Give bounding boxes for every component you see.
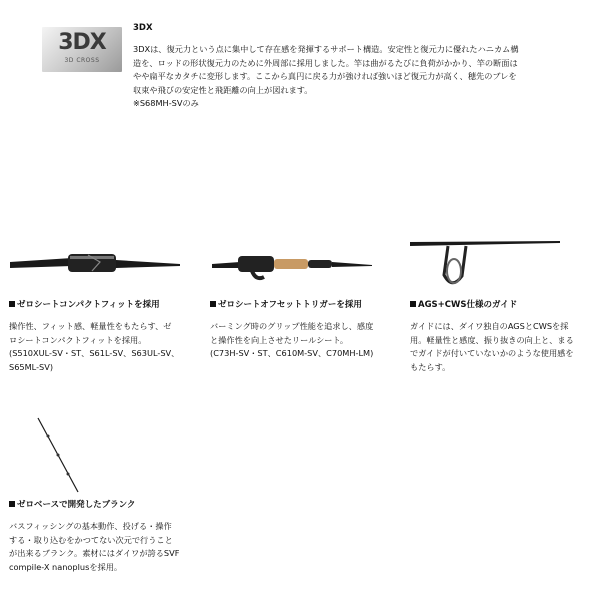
feature-body <box>9 320 179 374</box>
feature-title <box>9 298 179 310</box>
feature-line: バーミング時のグリップ性能を追求し、感度 <box>210 321 374 331</box>
feature-line: ガイドには、ダイワ独自のAGSとCWSを採 <box>410 321 569 331</box>
feature-line: S65ML-SV) <box>9 361 54 372</box>
intro-heading: 3DX <box>133 23 153 33</box>
feature-title <box>410 298 574 310</box>
logo-sub-text: 3D CROSS <box>64 57 100 64</box>
feature-line: ロシートコンパクトフィットを採用。 <box>9 334 147 345</box>
logo-main-text: 3DX <box>58 30 106 55</box>
feature-offset-trigger <box>210 298 373 361</box>
guide-dot <box>47 435 50 438</box>
feature-title-text: AGS+CWS仕様のガイド <box>418 300 518 310</box>
feature-line: でガイドが付いていないかのような使用感を <box>410 348 574 359</box>
feature-title-text: ゼロシートオフセットトリガーを採用 <box>218 300 362 310</box>
feature-line: 操作性、フィット感、軽量性をもたらす、ゼ <box>9 321 172 331</box>
feature-title-text: ゼロベースで開発したブランク <box>17 500 136 510</box>
feature-line: (C73H-SV・ST、C610M-SV、C70MH-LM) <box>210 348 374 359</box>
square-bullet-icon <box>9 301 15 307</box>
square-bullet-icon <box>9 501 15 507</box>
square-bullet-icon <box>410 301 416 307</box>
intro-line: 3DXは、復元力という点に集中して存在感を発揮するサポート構造。安定性と復元力に優れたハニカム構 <box>133 44 519 54</box>
feature-line: する・取り込むをかつてない次元で行うこと <box>9 534 173 545</box>
guide-dot <box>57 454 60 457</box>
guide-dot <box>67 473 70 476</box>
feature-line: バスフィッシングの基本動作、投げる・操作 <box>9 521 172 531</box>
intro-line: 収束や飛びの安定性と飛距離の向上が図れます。 <box>133 84 313 95</box>
feature-line: が出来るブランク。素材にはダイワが誇るSVF <box>9 548 180 559</box>
feature-body <box>9 520 179 574</box>
feature-line: もたらす。 <box>410 361 451 372</box>
feature-ags-cws-guide <box>410 298 574 374</box>
feature-title <box>210 298 373 310</box>
intro-line: 造を、ロッドの形状復元力のために外周部に採用しました。竿は曲がるたびに負荷がかかり、竿の断面は <box>133 57 518 68</box>
intro-line: やや扁平なカタチに変形します。ここから真円に戻る力が強ければ強いほど復元力が高く、穂先のブレを <box>133 71 517 82</box>
feature-line: (S510XUL-SV・ST、S61L-SV、S63UL-SV、 <box>9 348 180 359</box>
square-bullet-icon <box>210 301 216 307</box>
feature-zero-base-blank <box>9 498 179 574</box>
feature-body <box>210 320 373 361</box>
feature-title <box>9 498 179 510</box>
feature-line: 用。軽量性と感度、振り抜きの向上と、まる <box>410 334 574 345</box>
feature-title-text: ゼロシートコンパクトフィットを採用 <box>17 300 160 310</box>
feature-line: compile-X nanoplusを採用。 <box>9 561 123 572</box>
feature-compact-fit <box>9 298 179 374</box>
feature-body <box>410 320 574 374</box>
intro-line: ※S68MH-SVのみ <box>133 98 199 109</box>
feature-line: と操作性を向上させたリールシート。 <box>210 334 349 345</box>
